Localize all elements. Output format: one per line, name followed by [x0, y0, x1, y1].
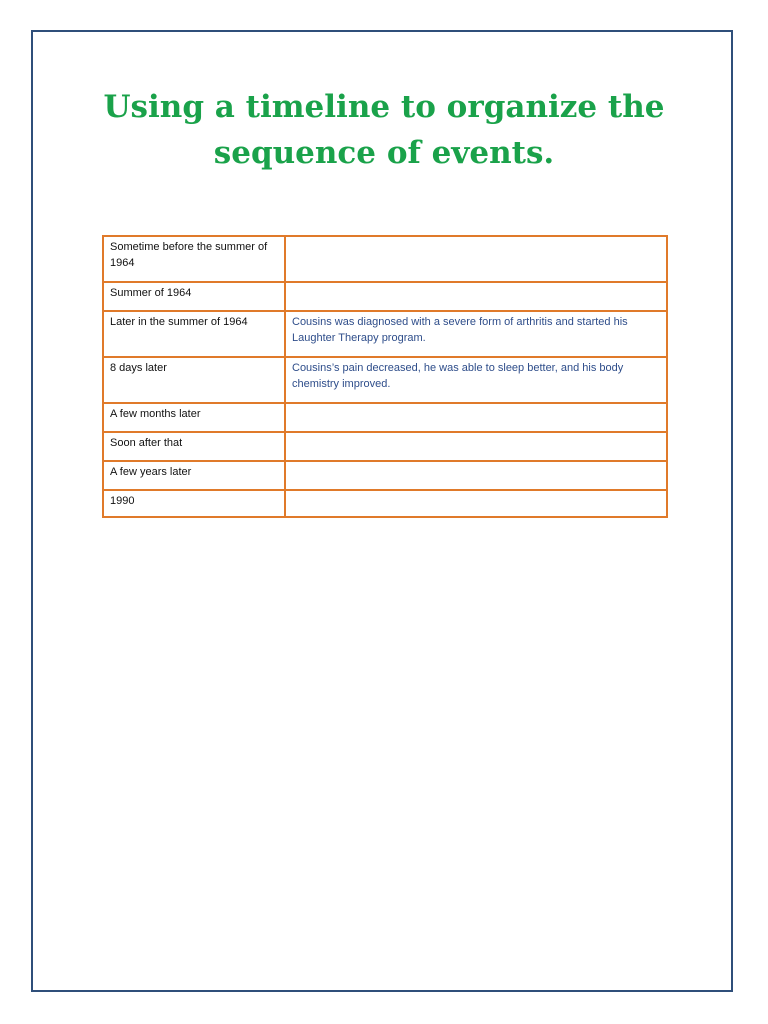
time-cell: 1990	[103, 490, 285, 517]
event-cell[interactable]	[285, 282, 667, 311]
event-cell[interactable]: Cousins was diagnosed with a severe form of arthritis and started his Laughter Therapy program.	[285, 311, 667, 357]
time-cell: A few months later	[103, 403, 285, 432]
timeline-row	[103, 432, 667, 461]
timeline-row	[103, 490, 667, 517]
event-cell[interactable]	[285, 461, 667, 490]
timeline-row	[103, 311, 667, 357]
title-line-1: Using a timeline to organize the	[103, 89, 665, 125]
time-cell: Summer of 1964	[103, 282, 285, 311]
time-cell: Later in the summer of 1964	[103, 311, 285, 357]
event-cell[interactable]: Cousins’s pain decreased, he was able to sleep better, and his body chemistry improved.	[285, 357, 667, 403]
time-cell: Soon after that	[103, 432, 285, 461]
timeline-row	[103, 403, 667, 432]
timeline-row	[103, 357, 667, 403]
event-cell[interactable]	[285, 432, 667, 461]
timeline-row	[103, 236, 667, 282]
event-cell[interactable]	[285, 403, 667, 432]
time-cell: Sometime before the summer of 1964	[103, 236, 285, 282]
timeline-row	[103, 282, 667, 311]
timeline-table	[102, 235, 668, 518]
event-cell[interactable]	[285, 490, 667, 517]
time-cell: A few years later	[103, 461, 285, 490]
event-cell[interactable]	[285, 236, 667, 282]
title-line-2: sequence of events.	[213, 135, 555, 171]
page-title	[60, 84, 708, 176]
time-cell: 8 days later	[103, 357, 285, 403]
timeline-row	[103, 461, 667, 490]
